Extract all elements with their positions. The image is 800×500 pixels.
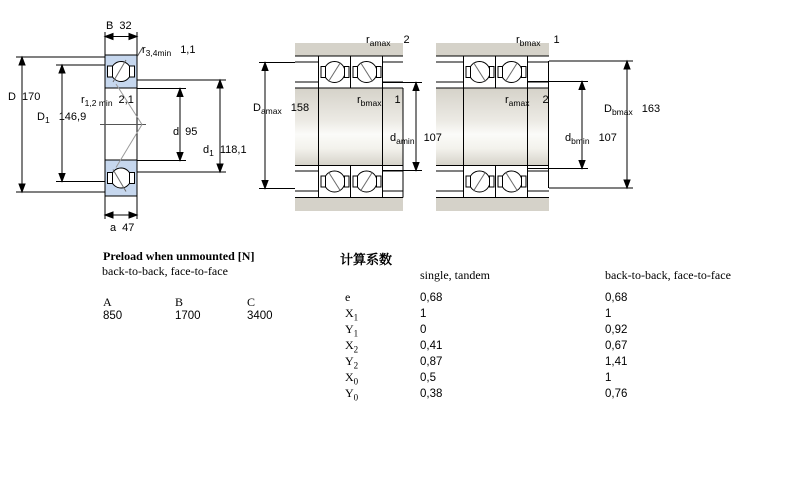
bearing-pair-top	[319, 56, 383, 88]
bearing-pair-bottom	[464, 166, 528, 198]
factors-table	[345, 268, 731, 402]
back-to-back-arrangement-drawing	[259, 43, 422, 211]
ball-top	[111, 62, 131, 82]
factors-row-X2: $X_2$ 0,41 0,67	[345, 338, 628, 355]
preload-header-row	[103, 295, 319, 310]
factors-row-Y1: $Y_1$ 0 0,92	[345, 322, 628, 339]
column-header-single-tandem: single, tandem	[420, 268, 490, 282]
factors-row-e: e 0,68 0,68	[345, 290, 628, 304]
bearing-pair-bottom	[319, 166, 383, 198]
preload-value-C: 3400	[247, 310, 273, 322]
preload-table-title: Preload when unmounted [N]	[103, 249, 255, 263]
preload-value-B: 1700	[175, 310, 201, 322]
factors-header-row	[345, 268, 731, 290]
dim-label-ramax-top: $r_{amax}$ 2	[366, 34, 410, 49]
dim-label-rbmax-mid: $r_{bmax}$ 1	[357, 94, 401, 109]
dim-label-Damax: $D_{amax}$ 158	[253, 102, 310, 117]
dimension-Damax	[259, 63, 295, 189]
dimension-B	[105, 32, 137, 55]
dim-label-d: d 95	[173, 126, 198, 138]
dim-label-d1: $d_1$ 118,1	[203, 144, 247, 159]
preload-table	[103, 295, 319, 325]
dim-label-D1: $D_1$ 146,9	[37, 111, 87, 126]
preload-table-subtitle: back-to-back, face-to-face	[102, 264, 228, 278]
factors-row-Y0: $Y_0$ 0,38 0,76	[345, 386, 628, 403]
preload-value-row	[103, 310, 319, 325]
dim-label-r12: $r_{1,2 min}$ 2,1	[81, 94, 134, 109]
factors-row-X1: $X_1$ 1 1	[345, 306, 612, 323]
dimension-a	[105, 196, 137, 219]
dim-label-r34: $r_{3,4min}$ 1,1	[142, 44, 196, 59]
dim-label-damin: $d_{amin}$ 107	[390, 132, 442, 147]
dim-label-D: D 170	[8, 91, 41, 103]
dim-label-ramax-mid: $r_{amax}$ 2	[505, 94, 549, 109]
face-to-face-arrangement-drawing	[436, 43, 633, 211]
factors-row-X0: $X_0$ 0,5 1	[345, 370, 612, 387]
factors-row-Y2: $Y_2$ 0,87 1,41	[345, 354, 628, 371]
dim-label-rbmax-top: $r_{bmax}$ 1	[516, 34, 560, 49]
column-header-btb-ftf: back-to-back, face-to-face	[605, 268, 731, 282]
factors-table-title: 计算系数	[340, 252, 393, 267]
preload-value-A: 850	[103, 310, 123, 322]
dim-label-B: B 32	[106, 20, 132, 32]
single-bearing-drawing	[100, 47, 146, 196]
column-header: B	[175, 295, 184, 309]
dim-label-dbmin: $d_{bmin}$ 107	[565, 132, 617, 147]
dim-label-a: a 47	[110, 222, 135, 234]
bearing-pair-top	[464, 56, 528, 88]
column-header: C	[247, 295, 256, 309]
dim-label-Dbmax: $D_{bmax}$ 163	[604, 103, 661, 118]
column-header: A	[103, 295, 112, 309]
